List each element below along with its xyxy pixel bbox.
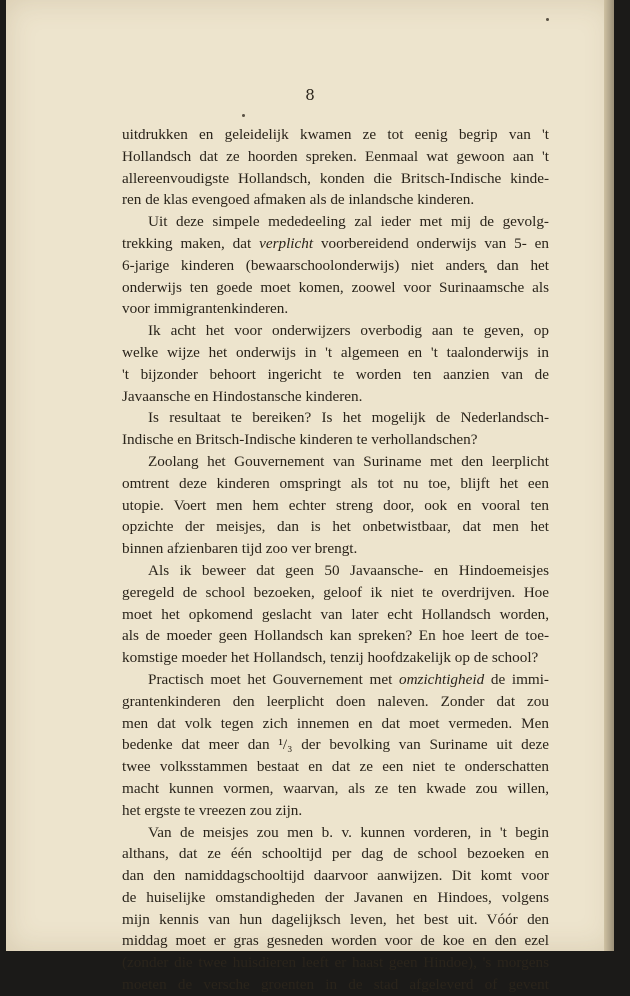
text-line: opzichte der meisjes, dan is het onbetwistbaar, dat men het <box>122 518 549 536</box>
emphasis-text: omzichtigheid <box>398 670 485 688</box>
text-line: (zonder die twee huisdieren leeft er haast geen Hindoe), 's morgens <box>122 954 549 972</box>
text-line: althans, dat ze één schooltijd per dag de school bezoeken en <box>122 845 549 863</box>
text-line: onderwijs ten goede moet komen, zoowel voor Surinaamsche als <box>122 278 549 296</box>
text-line: uitdrukken en geleidelijk kwamen ze tot eenig begrip van 't <box>122 126 549 143</box>
text-run: de immi- <box>484 670 549 688</box>
text-line: komstige moeder het Hollandsch, tenzij hoofdzakelijk op de school? <box>122 649 539 667</box>
text-run: trekking maken, dat <box>122 234 260 252</box>
text-line: ren de klas evengoed afmaken als de inlandsche kinderen. <box>122 191 475 209</box>
text-line: mijn kennis van hun dagelijksch leven, het best uit. Vóór den <box>122 910 549 928</box>
book-page <box>6 0 614 994</box>
text-line: geregeld de school bezoeken, geloof ik niet te overdrijven. Hoe <box>122 583 549 601</box>
text-line: bedenke dat meer dan ¹/₃ der bevolking van Suriname uit deze <box>122 736 549 754</box>
text-line: welke wijze het onderwijs in 't algemeen en 't taalonderwijs in <box>122 343 549 361</box>
page-edge <box>604 0 614 951</box>
text-line: moet het opkomend geslacht van later echt Hollandsch worden, <box>122 605 549 623</box>
text-line: voor immigrantenkinderen. <box>122 300 289 318</box>
ink-speck <box>546 18 549 21</box>
text-line <box>122 669 549 691</box>
emphasis-text: verplicht <box>259 234 314 252</box>
text-line: utopie. Voert men hem echter streng door, ook en vooral ten <box>122 496 549 514</box>
text-run: Practisch moet het Gouvernement met <box>148 670 399 688</box>
ink-speck <box>242 114 245 117</box>
text-line: men dat volk tegen zich innemen en dat moet vermeden. Men <box>122 714 549 732</box>
text-line <box>122 233 549 255</box>
page-number: 8 <box>305 86 315 104</box>
text-line: middag moet er gras gesneden worden voor de koe en den ezel <box>122 932 549 950</box>
text-line: grantenkinderen den leerplicht doen naleven. Zonder dat zou <box>122 692 549 710</box>
text-line: twee volksstammen bestaat en dat ze een niet te onderschatten <box>122 758 549 776</box>
text-run: voorbereidend onderwijs van 5- en <box>313 234 549 252</box>
text-line: binnen afzienbaren tijd zoo ver brengt. <box>122 540 358 558</box>
text-line: moeten de versche groenten in de stad afgeleverd of gevent <box>122 976 549 994</box>
text-line: Van de meisjes zou men b. v. kunnen vorderen, in 't begin <box>148 823 549 841</box>
text-line: Zoolang het Gouvernement van Suriname met den leerplicht <box>148 452 549 470</box>
text-line: 't bijzonder behoort ingericht te worden ten aanzien van de <box>122 365 549 383</box>
text-line: de huiselijke omstandigheden der Javanen en Hindoes, volgens <box>122 888 549 906</box>
body-text <box>122 124 549 996</box>
text-line: Uit deze simpele mededeeling zal ieder met mij de gevolg- <box>148 213 549 231</box>
text-line: allereenvoudigste Hollandsch, konden die Britsch-Indische kinde- <box>122 169 549 187</box>
text-line: Javaansche en Hindostansche kinderen. <box>122 387 363 405</box>
text-line: Is resultaat te bereiken? Is het mogelijk de Nederlandsch- <box>148 409 549 427</box>
text-line: als de moeder geen Hollandsch kan spreken? En hoe leert de toe- <box>122 627 549 645</box>
text-line: Ik acht het voor onderwijzers overbodig aan te geven, op <box>148 322 549 340</box>
text-line: 6-jarige kinderen (bewaarschoolonderwijs) niet anders dan het <box>122 256 549 274</box>
text-line: Indische en Britsch-Indische kinderen te verhollandschen? <box>122 431 478 449</box>
text-line: Hollandsch dat ze hoorden spreken. Eenmaal wat gewoon aan 't <box>122 147 549 165</box>
text-line: dan den namiddagschooltijd daarvoor aanwijzen. Dit komt voor <box>122 867 549 885</box>
text-line: macht kunnen vormen, waarvan, als ze ten kwade zou willen, <box>122 779 549 797</box>
text-line: het ergste te vreezen zou zijn. <box>122 801 303 819</box>
text-line: omtrent deze kinderen omspringt als tot nu toe, blijft het een <box>122 474 549 492</box>
text-line: Als ik beweer dat geen 50 Javaansche- en Hindoemeisjes <box>148 561 549 579</box>
